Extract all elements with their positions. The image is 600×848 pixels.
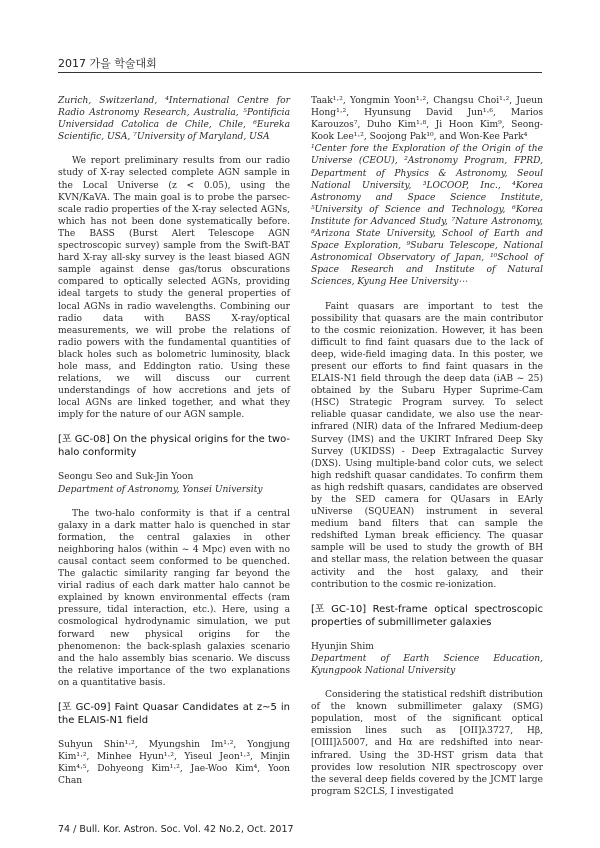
section-title-gc08: [포 GC-08] On the physical origins for the two-halo conformity <box>58 434 290 459</box>
affiliation-gc08: Department of Astronomy, Yonsei University <box>58 484 263 495</box>
page-header: 2017 가을 학술대회 <box>58 57 157 70</box>
authors-gc09-continued: Taak¹·², Yongmin Yoon¹·², Changsu Choi¹·², Jueun Hong¹·², Hyunsung David Jun¹·⁶, Marios Karouzos⁷, Duho Kim¹·⁸, Ji Hoon Kim⁹, Seong-Kook Lee¹·², Soojong Pak¹⁰, and Won-Kee Park⁴ <box>311 96 543 143</box>
abstract-gc09: Faint quasars are important to test the possibility that quasars are the main contributor to the cosmic reionization. However, it has been difficult to find faint quasars due to the lack of deep, wide-field imaging data. In this poster, we present our efforts to find faint quasars in the ELAIS-N1 field through the deep data (iAB ~ 25) obtained by the Subaru Hyper Suprime-Cam (HSC) Strategic Program survey. To select reliable quasar candidate, we also use the near-infrared (NIR) data of the Infrared Medium-deep Survey (IMS) and the UKIRT Infrared Deep Sky Survey (UKIDSS) - Deep Extragalactic Survey (DXS). Using multiple-band color cuts, we select high redshift quasar candidates. To confirm them as high redshift quasars, candidates are observed by the SED camera for QUasars in EArly uNiverse (SQUEAN) instrument in several medium band filters that can sample the redshifted Lyman break efficiency. The quasar sample will be used to study the growth of BH and stellar mass, the relation between the quasar activity and the host galaxy, and their contribution to the cosmic re-ionization. <box>311 301 543 590</box>
left-column <box>58 95 290 787</box>
section-title-gc09: [포 GC-09] Faint Quasar Candidates at z~5 in the ELAIS-N1 field <box>58 702 290 727</box>
page-footer: 74 / Bull. Kor. Astron. Soc. Vol. 42 No.2, Oct. 2017 <box>58 824 294 835</box>
affiliation-continued: Zurich, Switzerland, ⁴International Centre for Radio Astronomy Research, Australia, ⁵Pontificia Universidad Catolica de Chile, Chile, ⁶Eureka Scientific, USA, ⁷University of Maryland, USA <box>58 96 290 143</box>
authors-gc10: Hyunjin Shim <box>311 641 374 652</box>
section-title-gc10: [포 GC-10] Rest-frame optical spectroscopic properties of submillimeter galaxies <box>311 603 543 628</box>
abstract-gc10: Considering the statistical redshift distribution of the known submillimeter galaxy (SMG) population, most of the significant optical emission lines such as [OII]λ3727, Hβ, [OIII]λ5007, and Hα are redshifted into near-infrared. Using the 3D-HST grism data that provides low resolution NIR spectroscopy over the several deep fields covered by the JCMT large program S2CLS, I investigated <box>311 690 543 797</box>
affiliation-gc10: Department of Earth Science Education, Kyungpook National University <box>311 653 543 676</box>
abstract-agn-radio: We report preliminary results from our radio study of X-ray selected complete AGN sample in the Local Universe (z < 0.05), using the KVN/KaVA. The main goal is to probe the parsec-scale radio properties of the X-ray selected AGNs, which has not been done systematically before. The BASS (Burst Alert Telescope AGN spectroscopic survey) sample from the Swift-BAT hard X-ray all-sky survey is the least biased AGN sample against dense gas/torus obscurations compared to optically selected AGNs, providing ideal targets to study the general properties of local AGNs in radio wavelengths. Combining our radio data with BASS X-ray/optical measurements, we will probe the relations of radio powers with the fundamental quantities of black holes such as bolometric luminosity, black hole mass, and Eddington ratio. Using these relations, we will discuss our current understandings of how accretions and jets of local AGNs are linked together, and what they imply for the nature of our AGN sample. <box>58 156 290 421</box>
header-rule <box>58 72 542 73</box>
authors-gc09: Suhyun Shin¹·², Myungshin Im¹·², Yongjung Kim¹·², Minhee Hyun¹·², Yiseul Jeon¹·³, Minjin Kim⁴·⁵, Dohyeong Kim¹·², Jae-Woo Kim⁴, Yoon Chan <box>58 740 290 787</box>
authors-gc08: Seongu Seo and Suk-Jin Yoon <box>58 472 194 483</box>
affiliation-gc09: ¹Center fore the Exploration of the Origin of the Universe (CEOU), ²Astronomy Program, FPRD, Department of Physics & Astronomy, Seoul National University, ³LOCOOP, Inc., ⁴Korea Astronomy and Space Science Institute, ⁵University of Science and Technology, ⁶Korea Institute for Advanced Study, ⁷Nature Astronomy, ⁸Arizona State University, School of Earth and Space Exploration, ⁹Subaru Telescope, National Astronomical Observatory of Japan, ¹⁰School of Space Research and Institute of Natural Sciences, Kyung Hee University⋯ <box>311 144 543 288</box>
abstract-gc08: The two-halo conformity is that if a central galaxy in a dark matter halo is quenched in star formation, the central galaxies in other neighboring halos (within ~ 4 Mpc) even with no causal contact seem conformed to be quenched. The galactic similarity ranging far beyond the virial radius of each dark matter halo cannot be explained by known environmental effects (ram pressure, tidal interaction, etc.). Here, using a cosmological hydrodynamic simulation, we put forward new physical origins for the phenomenon: the back-splash galaxies scenario and the halo assembly bias scenario. We discuss the relative importance of the two explanations on a quantitative basis. <box>58 508 290 688</box>
right-column <box>311 95 543 798</box>
